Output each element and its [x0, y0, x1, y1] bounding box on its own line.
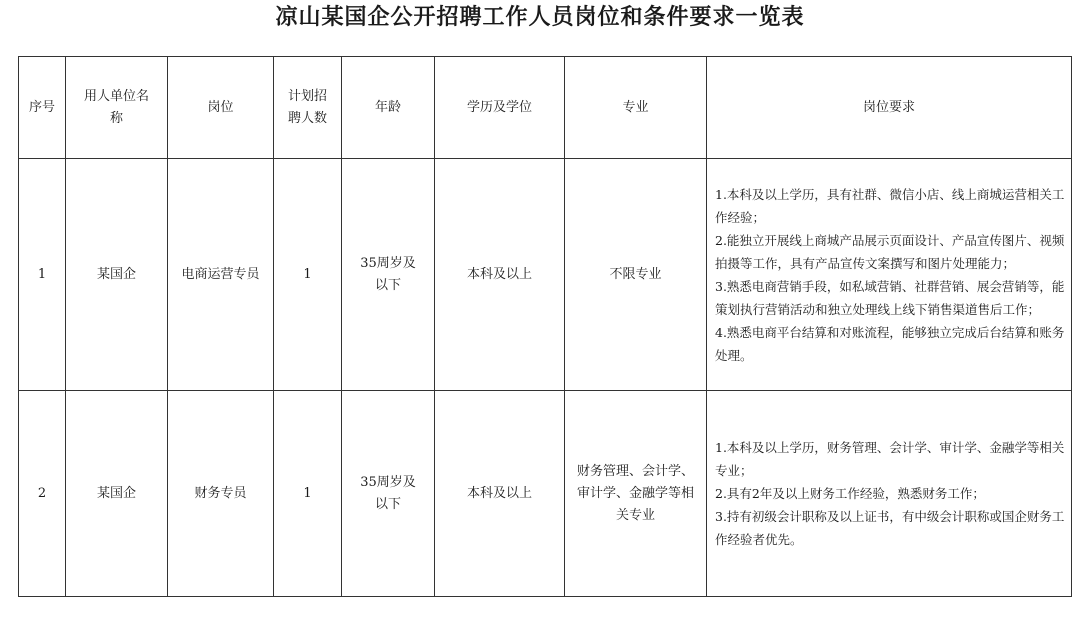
- requirement-line: 3.熟悉电商营销手段，如私域营销、社群营销、展会营销等，能策划执行营销活动和独立处理线上线下销售渠道售后工作；: [715, 278, 1065, 317]
- header-planned: 计划招聘人数: [274, 57, 342, 159]
- document-title: 凉山某国企公开招聘工作人员岗位和条件要求一览表: [275, 4, 805, 30]
- header-requirements: 岗位要求: [707, 57, 1072, 159]
- cell-major: 财务管理、会计学、审计学、金融学等相关专业: [565, 391, 707, 597]
- cell-employer: 某国企: [66, 159, 168, 391]
- cell-position: 电商运营专员: [168, 159, 274, 391]
- header-seq: 序号: [19, 57, 66, 159]
- header-employer: 用人单位名称: [66, 57, 168, 159]
- table-row: [19, 159, 1072, 391]
- cell-planned: 1: [274, 391, 342, 597]
- header-age: 年龄: [342, 57, 435, 159]
- cell-requirements: [707, 159, 1072, 391]
- table-row: [19, 391, 1072, 597]
- recruitment-table: [18, 56, 1072, 597]
- cell-requirements: [707, 391, 1072, 597]
- header-education: 学历及学位: [435, 57, 565, 159]
- requirement-line: 1.本科及以上学历，财务管理、会计学、审计学、金融学等相关专业；: [715, 440, 1065, 478]
- cell-seq: 2: [19, 391, 66, 597]
- cell-major: 不限专业: [565, 159, 707, 391]
- header-row: [19, 57, 1072, 159]
- cell-age: 35周岁及以下: [342, 159, 435, 391]
- requirement-line: 4.熟悉电商平台结算和对账流程，能够独立完成后台结算和账务处理。: [715, 324, 1065, 363]
- cell-employer: 某国企: [66, 391, 168, 597]
- requirement-line: 2.能独立开展线上商城产品展示页面设计、产品宣传图片、视频拍摄等工作，具有产品宣传文案撰写和图片处理能力；: [715, 232, 1065, 271]
- cell-planned: 1: [274, 159, 342, 391]
- header-major: 专业: [565, 57, 707, 159]
- cell-seq: 1: [19, 159, 66, 391]
- cell-age: 35周岁及以下: [342, 391, 435, 597]
- header-position: 岗位: [168, 57, 274, 159]
- cell-education: 本科及以上: [435, 391, 565, 597]
- requirement-line: 3.持有初级会计职称及以上证书，有中级会计职称或国企财务工作经验者优先。: [715, 509, 1065, 547]
- cell-education: 本科及以上: [435, 159, 565, 391]
- cell-position: 财务专员: [168, 391, 274, 597]
- requirement-line: 2.具有2年及以上财务工作经验，熟悉财务工作；: [715, 486, 985, 501]
- requirement-line: 1.本科及以上学历，具有社群、微信小店、线上商城运营相关工作经验；: [715, 186, 1065, 225]
